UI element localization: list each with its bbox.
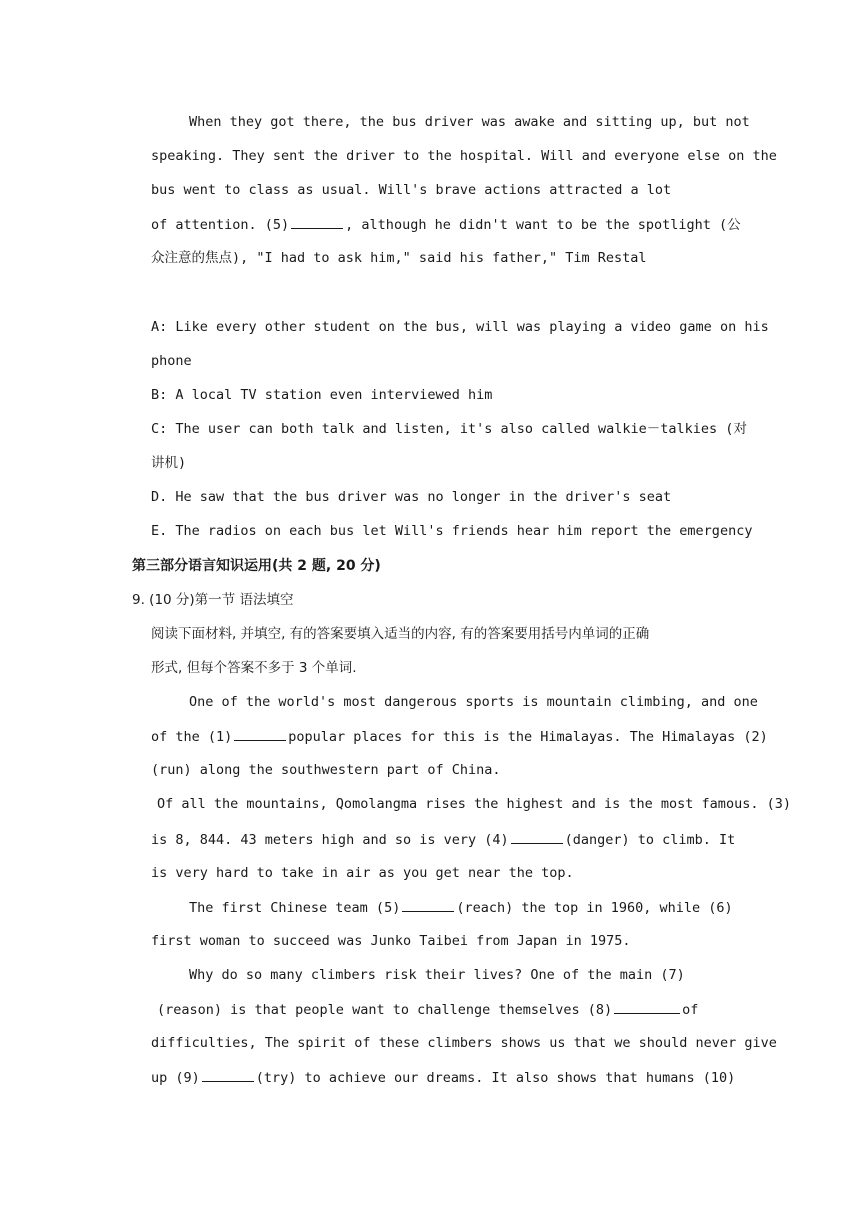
answer-blank-5[interactable]	[291, 214, 343, 229]
answer-blank-5b[interactable]	[402, 897, 454, 912]
cloze-line-5-b: (danger) to climb. It	[564, 832, 736, 848]
passage-line-2: speaking. They sent the driver to the hospital. Will and everyone else on the	[151, 148, 777, 164]
cloze-line-10	[157, 999, 698, 1020]
option-d: D. He saw that the bus driver was no longer in the driver's seat	[151, 489, 672, 505]
passage-line-4	[151, 214, 741, 235]
answer-blank-9[interactable]	[202, 1067, 254, 1082]
passage-line-5: 众注意的焦点), "I had to ask him," said his father," Tim Restal	[151, 250, 647, 266]
cloze-line-3: (run) along the southwestern part of China.	[151, 762, 501, 778]
cloze-line-1: One of the world's most dangerous sports is mountain climbing, and one	[189, 694, 758, 710]
instruction-line-2: 形式, 但每个答案不多于 3 个单词.	[151, 660, 357, 676]
option-a: A: Like every other student on the bus, will was playing a video game on his	[151, 319, 769, 335]
cloze-line-9: Why do so many climbers risk their lives? One of the main (7)	[189, 967, 685, 983]
section-heading: 第三部分语言知识运用(共 2 题, 20 分)	[132, 558, 381, 574]
cloze-line-2-a: of the (1)	[151, 729, 233, 745]
cloze-line-10-b: of	[682, 1002, 699, 1018]
passage-line-4-text: of attention. (5)	[151, 217, 290, 233]
answer-blank-1[interactable]	[234, 726, 286, 741]
cloze-line-12-b: (try) to achieve our dreams. It also shows that humans (10)	[255, 1070, 736, 1086]
option-c-cont: 讲机)	[151, 455, 187, 471]
cloze-line-7	[189, 897, 733, 918]
question-9-title: 9. (10 分)第一节 语法填空	[132, 592, 294, 608]
option-e: E. The radios on each bus let Will's friends hear him report the emergency	[151, 523, 753, 539]
cloze-line-12-a: up (9)	[151, 1070, 200, 1086]
passage-line-3: bus went to class as usual. Will's brave actions attracted a lot	[151, 182, 672, 198]
cloze-line-2-b: popular places for this is the Himalayas. The Himalayas (2)	[288, 729, 768, 745]
cloze-line-7-a: The first Chinese team (5)	[189, 900, 401, 916]
cloze-line-8: first woman to succeed was Junko Taibei from Japan in 1975.	[151, 933, 631, 949]
cloze-line-4: Of all the mountains, Qomolangma rises the highest and is the most famous. (3)	[157, 796, 791, 812]
option-c: C: The user can both talk and listen, it's also called walkie－talkies (对	[151, 421, 747, 437]
option-b: B: A local TV station even interviewed him	[151, 387, 493, 403]
cloze-line-11: difficulties, The spirit of these climbers shows us that we should never give	[151, 1035, 777, 1051]
passage-line-1: When they got there, the bus driver was awake and sitting up, but not	[189, 114, 750, 130]
cloze-line-6: is very hard to take in air as you get near the top.	[151, 865, 574, 881]
answer-blank-8[interactable]	[614, 999, 680, 1014]
answer-blank-4[interactable]	[511, 829, 563, 844]
cloze-line-2	[151, 726, 768, 747]
cloze-line-12	[151, 1067, 735, 1088]
cloze-line-5-a: is 8, 844. 43 meters high and so is very (4)	[151, 832, 509, 848]
option-a-cont: phone	[151, 353, 192, 369]
cloze-line-10-a: (reason) is that people want to challenge themselves (8)	[157, 1002, 613, 1018]
instruction-line-1: 阅读下面材料, 并填空, 有的答案要填入适当的内容, 有的答案要用括号内单词的正确	[151, 626, 650, 642]
cloze-line-7-b: (reach) the top in 1960, while (6)	[456, 900, 733, 916]
passage-line-4-rest: , although he didn't want to be the spotlight (公	[345, 217, 741, 233]
cloze-line-5	[151, 829, 735, 850]
